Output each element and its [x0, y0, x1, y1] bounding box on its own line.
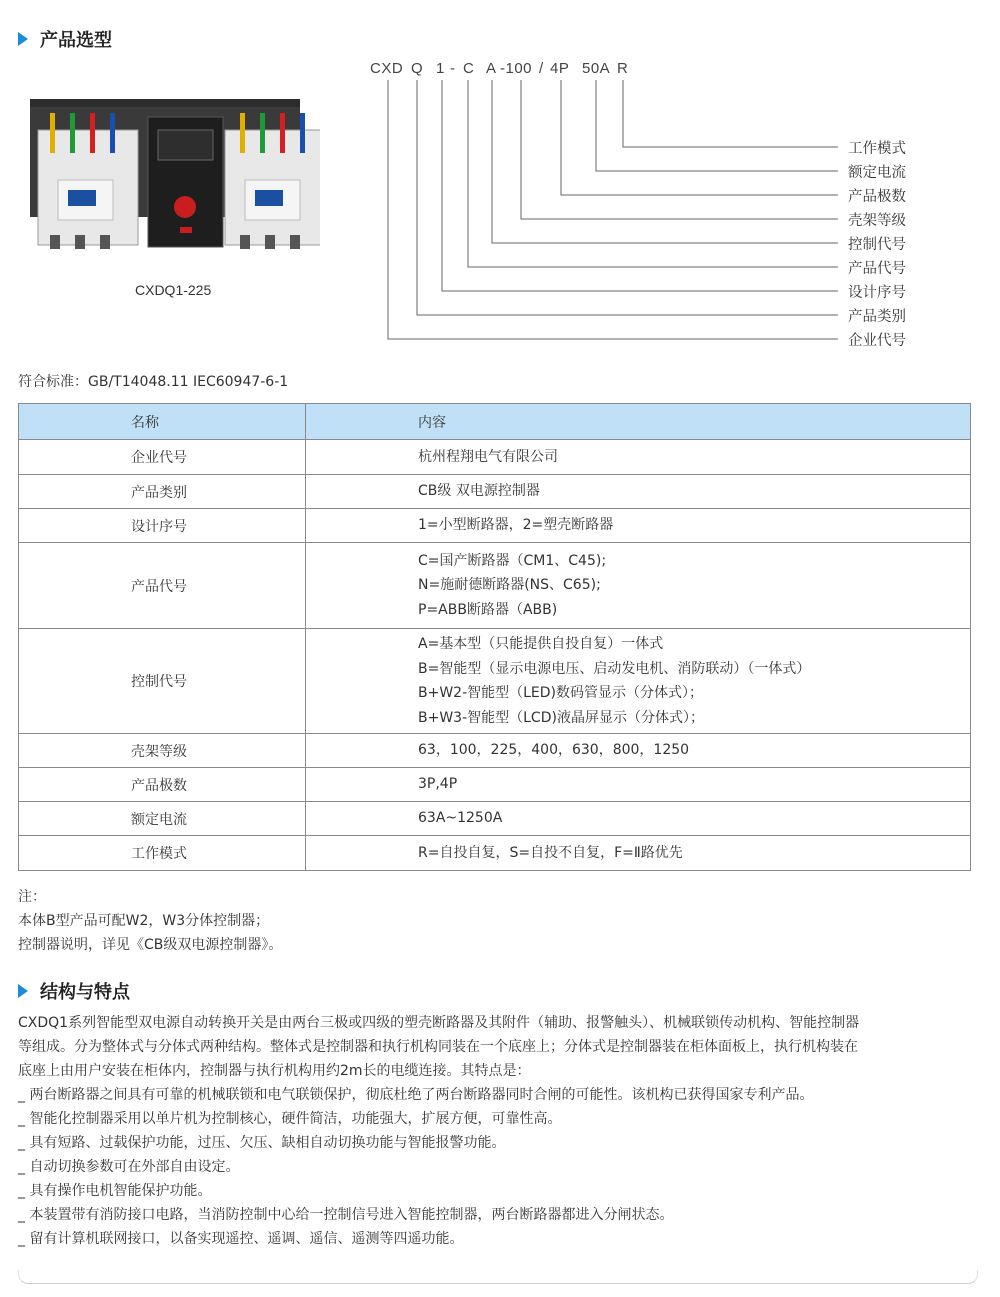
value-line: CB级 双电源控制器 — [418, 483, 540, 500]
feature-item: _ 本装置带有消防接口电路，当消防控制中心给一控制信号进入智能控制器，两台断路器都进入分闸状态。 — [18, 1207, 674, 1223]
value-line: 63A~1250A — [418, 810, 503, 827]
value-line: 1=小型断路器，2=塑壳断路器 — [418, 517, 614, 534]
row-value — [306, 440, 971, 475]
code-current: 50A — [582, 60, 611, 77]
code-product: C — [463, 60, 475, 77]
notes — [18, 885, 282, 957]
column-header-name: 名称 — [19, 404, 306, 440]
code-dash: - — [450, 60, 456, 77]
label-poles: 产品极数 — [848, 189, 906, 205]
value-line: B+W3-智能型（LCD)液晶屏显示（分体式）； — [418, 709, 704, 726]
row-name: 壳架等级 — [19, 734, 306, 768]
value-line: P=ABB断路器（ABB) — [418, 601, 558, 618]
triangle-bullet-icon — [18, 32, 28, 46]
value-line: B=智能型（显示电源电压、启动发电机、消防联动）（一体式） — [418, 660, 811, 677]
value-line: R=自投自复，S=自投不自复，F=Ⅱ路优先 — [418, 844, 683, 861]
body-line: 等组成。分为整体式与分体式两种结构。整体式是控制器和执行机构同装在一个底座上；分体式是控制器装在柜体面板上，执行机构装在 — [18, 1039, 858, 1055]
row-name: 企业代号 — [19, 440, 306, 475]
note-line: 控制器说明，详见《CB级双电源控制器》。 — [18, 937, 283, 953]
code-enterprise: CXD — [370, 60, 404, 77]
label-frame: 壳架等级 — [848, 213, 906, 229]
code-design-serial: 1 — [436, 60, 445, 77]
spec-table — [18, 403, 971, 871]
section-title: 结构与特点 — [40, 982, 130, 1003]
row-value — [306, 836, 971, 871]
value-line: B+W2-智能型（LED)数码管显示（分体式）； — [418, 685, 704, 701]
code-slash: / — [539, 60, 544, 77]
code-mode: R — [617, 60, 629, 77]
features-body — [18, 1011, 980, 1251]
column-header-content: 内容 — [306, 404, 971, 440]
code-poles: 4P — [550, 60, 570, 77]
row-value — [306, 475, 971, 509]
code-category: Q — [411, 60, 424, 77]
value-line: 杭州程翔电气有限公司 — [418, 448, 558, 465]
body-line: 底座上由用户安装在柜体内，控制器与执行机构用约2m长的电缆连接。其特点是： — [18, 1063, 531, 1079]
code-frame: -100 — [500, 60, 533, 77]
row-name: 工作模式 — [19, 836, 306, 871]
label-control-code: 控制代号 — [848, 237, 906, 253]
section-title: 产品选型 — [40, 30, 112, 51]
label-enterprise: 企业代号 — [848, 333, 906, 349]
feature-item: _ 两台断路器之间具有可靠的机械联锁和电气联锁保护，彻底杜绝了两台断路器同时合闸的可能性。该机构已获得国家专利产品。 — [18, 1087, 814, 1103]
label-category: 产品类别 — [848, 309, 906, 325]
row-value — [306, 734, 971, 768]
table-row — [19, 734, 971, 768]
table-row — [19, 509, 971, 543]
table-row — [19, 475, 971, 509]
row-name: 设计序号 — [19, 509, 306, 543]
feature-item: _ 自动切换参数可在外部自由设定。 — [18, 1159, 240, 1175]
table-row — [19, 802, 971, 836]
label-product-code: 产品代号 — [848, 261, 906, 277]
triangle-bullet-icon — [18, 984, 28, 998]
table-row — [19, 836, 971, 871]
table-row — [19, 440, 971, 475]
row-name: 额定电流 — [19, 802, 306, 836]
section-heading-features — [18, 978, 130, 1004]
row-value — [306, 768, 971, 802]
row-value — [306, 802, 971, 836]
row-value — [306, 509, 971, 543]
feature-item: _ 留有计算机联网接口，以备实现遥控、遥调、遥信、遥测等四遥功能。 — [18, 1231, 464, 1247]
value-line: 3P,4P — [418, 776, 458, 793]
row-value — [306, 629, 971, 734]
bottom-divider — [18, 1270, 978, 1284]
standard-line: 符合标准：GB/T14048.11 IEC60947-6-1 — [18, 374, 289, 390]
label-rated-current: 额定电流 — [848, 165, 906, 181]
table-row — [19, 768, 971, 802]
value-line: A=基本型（只能提供自投自复）一体式 — [418, 636, 664, 652]
value-line: N=施耐德断路器(NS、C65); — [418, 577, 601, 594]
row-name: 控制代号 — [19, 629, 306, 734]
table-header-row — [19, 404, 971, 440]
table-row — [19, 629, 971, 734]
product-image — [30, 95, 320, 260]
value-line: 63，100，225，400，630，800，1250 — [418, 742, 690, 759]
row-name: 产品代号 — [19, 543, 306, 629]
note-line: 注： — [18, 889, 46, 905]
value-line: C=国产断路器（CM1、C45); — [418, 552, 607, 569]
table-row — [19, 543, 971, 629]
feature-item: _ 具有操作电机智能保护功能。 — [18, 1183, 212, 1199]
body-line: CXDQ1系列智能型双电源自动转换开关是由两台三极或四级的塑壳断路器及其附件（辅助、报警触头）、机械联锁传动机构、智能控制器 — [18, 1015, 860, 1031]
feature-item: _ 智能化控制器采用以单片机为控制核心，硬件简洁，功能强大，扩展方便，可靠性高。 — [18, 1111, 562, 1127]
row-value — [306, 543, 971, 629]
row-name: 产品类别 — [19, 475, 306, 509]
section-heading-selection — [18, 26, 112, 52]
note-line: 本体B型产品可配W2，W3分体控制器； — [18, 913, 270, 929]
feature-item: _ 具有短路、过载保护功能，过压、欠压、缺相自动切换功能与智能报警功能。 — [18, 1135, 506, 1151]
row-name: 产品极数 — [19, 768, 306, 802]
label-work-mode: 工作模式 — [848, 141, 906, 157]
product-caption: CXDQ1-225 — [135, 282, 212, 298]
label-design-serial: 设计序号 — [848, 285, 906, 301]
code-control: A — [486, 60, 497, 77]
model-code-diagram — [360, 55, 960, 355]
